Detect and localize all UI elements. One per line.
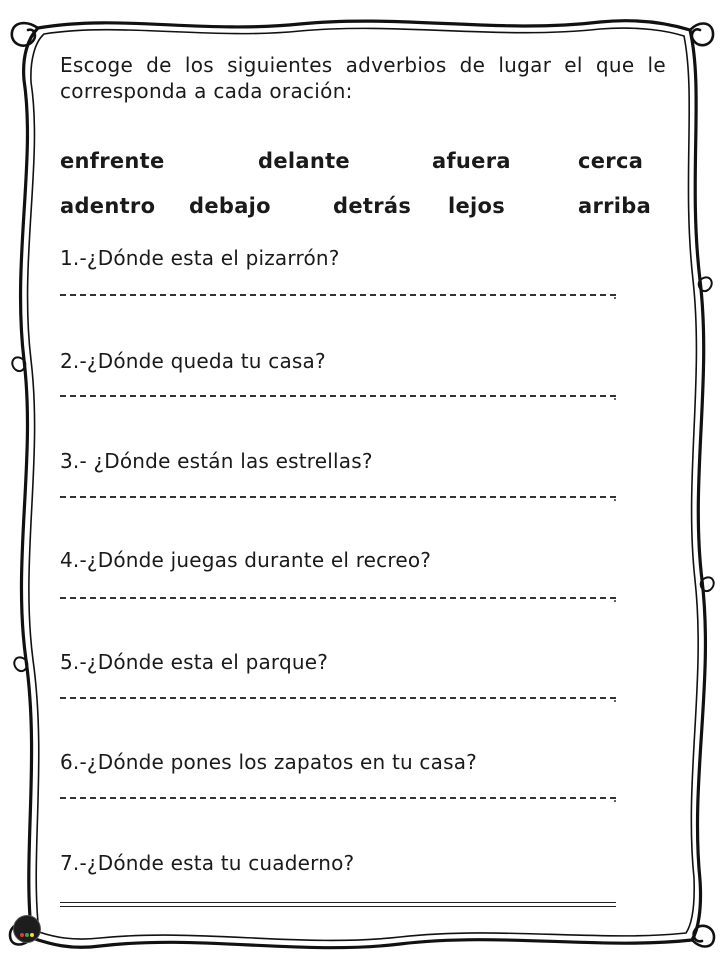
word-bank-item: debajo (189, 194, 271, 218)
answer-line-6[interactable] (60, 797, 616, 799)
instructions-text: Escoge de los siguientes adverbios de lugar el que le corresponda a cada oración: (60, 53, 666, 103)
word-bank-item: cerca (578, 149, 644, 173)
word-bank-item: afuera (432, 149, 511, 173)
answer-line-2[interactable] (60, 395, 616, 397)
answer-line-1[interactable] (60, 294, 616, 296)
question-7: 7.-¿Dónde esta tu cuaderno? (60, 851, 355, 875)
answer-line-end-dot (614, 700, 616, 702)
word-bank-item: arriba (578, 194, 652, 218)
answer-line-end-dot (614, 499, 616, 501)
circle-badge-icon (13, 915, 41, 943)
answer-line-end-dot (614, 398, 616, 400)
word-bank-item: lejos (448, 194, 506, 218)
question-4: 4.-¿Dónde juegas durante el recreo? (60, 548, 432, 572)
word-bank-item: detrás (333, 194, 412, 218)
word-bank-item: enfrente (60, 149, 165, 173)
answer-line-3[interactable] (60, 496, 616, 498)
question-3: 3.- ¿Dónde están las estrellas? (60, 449, 373, 473)
answer-line-end-dot (614, 297, 616, 299)
question-5: 5.-¿Dónde esta el parque? (60, 650, 329, 674)
word-bank-item: delante (258, 149, 350, 173)
answer-line-end-dot (614, 800, 616, 802)
answer-line-5[interactable] (60, 697, 616, 699)
answer-line-end-dot (614, 600, 616, 602)
question-2: 2.-¿Dónde queda tu casa? (60, 349, 326, 373)
answer-line-7[interactable] (60, 902, 616, 907)
answer-line-4[interactable] (60, 597, 616, 599)
question-1: 1.-¿Dónde esta el pizarrón? (60, 246, 340, 270)
word-bank-item: adentro (60, 194, 156, 218)
question-6: 6.-¿Dónde pones los zapatos en tu casa? (60, 750, 477, 774)
